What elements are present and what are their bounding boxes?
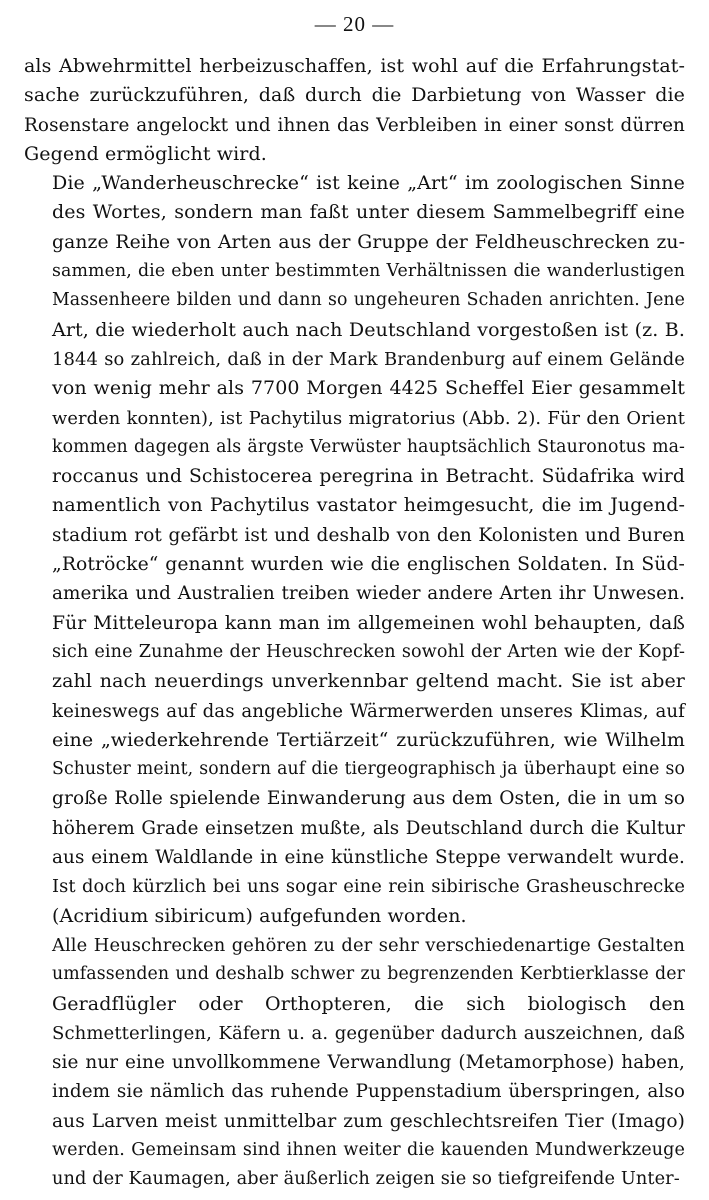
text-line: sie nur eine unvollkommene Verwandlung (Metamorphose) haben, <box>52 1052 685 1074</box>
text-line: roccanus und Schistocerea peregrina in Betracht. Südafrika wird <box>52 466 685 488</box>
text-line: „Rotröcke“ genannt wurden wie die englischen Soldaten. In Süd- <box>52 554 685 576</box>
text-line: und der Kaumagen, aber äußerlich zeigen sie so tiefgreifende Unter- <box>52 1169 680 1190</box>
text-line: 1844 so zahlreich, daß in der Mark Brandenburg auf einem Gelände <box>52 348 685 370</box>
text-line: von wenig mehr als 7700 Morgen 4425 Scheffel Eier gesammelt <box>52 377 685 400</box>
text-line: Schmetterlingen, Käfern u. a. gegenüber dadurch auszeichnen, daß <box>52 1022 685 1044</box>
text-line: aus einem Waldlande in eine künstliche Steppe verwandelt wurde. <box>52 847 685 869</box>
text-line: ganze Reihe von Arten aus der Gruppe der Feldheuschrecken zu- <box>52 231 685 253</box>
text-line: Geradflügler oder Orthopteren, die sich biologisch den <box>52 992 685 1015</box>
text-line: sammen, die eben unter bestimmten Verhältnissen die wanderlustigen <box>52 261 685 282</box>
text-line: Art, die wiederholt auch nach Deutschland vorgestoßen ist (z. B. <box>52 318 685 341</box>
paragraph <box>24 52 685 169</box>
text-line: werden konnten), ist Pachytilus migratorius (Abb. 2). Für den Orient <box>52 407 685 429</box>
text-line: Schuster meint, sondern auf die tiergeographisch ja überhaupt eine so <box>52 759 685 780</box>
text-line: sich eine Zunahme der Heuschrecken sowohl der Arten wie der Kopf- <box>52 641 685 662</box>
text-line: keineswegs auf das angebliche Wärmerwerden unseres Klimas, auf <box>52 700 685 722</box>
text-line: Gegend ermöglicht wird. <box>24 142 267 165</box>
body-text <box>24 52 685 1195</box>
paragraph <box>24 169 685 931</box>
text-line: des Wortes, sondern man faßt unter diesem Sammelbegriff eine <box>52 201 685 224</box>
text-line: amerika und Australien treiben wieder andere Arten ihr Unwesen. <box>52 583 685 605</box>
text-line: Alle Heuschrecken gehören zu der sehr verschiedenartige Gestalten <box>52 934 685 956</box>
page-number: — 20 — <box>314 12 395 36</box>
text-line: Massenheere bilden und dann so ungeheuren Schaden anrichten. Jene <box>52 290 685 311</box>
text-line: sache zurückzuführen, daß durch die Darbietung von Wasser die <box>24 84 685 107</box>
text-line: aus Larven meist unmittelbar zum geschlechtsreifen Tier (Imago) <box>52 1110 685 1132</box>
text-line: Die „Wanderheuschrecke“ ist keine „Art“ im zoologischen Sinne <box>52 172 685 195</box>
text-line: als Abwehrmittel herbeizuschaffen, ist wohl auf die Erfahrungstat- <box>24 55 685 77</box>
text-line: Rosenstare angelockt und ihnen das Verbleiben in einer sonst dürren <box>24 114 685 136</box>
text-line: namentlich von Pachytilus vastator heimgesucht, die im Jugend- <box>52 494 685 517</box>
text-line: werden. Gemeinsam sind ihnen weiter die kauenden Mundwerkzeuge <box>52 1139 685 1160</box>
text-line: umfassenden und deshalb schwer zu begrenzenden Kerbtierklasse der <box>52 964 685 985</box>
text-line: eine „wiederkehrende Tertiärzeit“ zurückzuführen, wie Wilhelm <box>52 728 685 751</box>
paragraph <box>24 931 685 1195</box>
text-line: zahl nach neuerdings unverkennbar geltend macht. Sie ist aber <box>52 670 685 693</box>
text-line: große Rolle spielende Einwanderung aus dem Osten, die in um so <box>52 788 685 810</box>
text-line: höherem Grade einsetzen mußte, als Deutschland durch die Kultur <box>52 817 685 839</box>
text-line: kommen dagegen als ärgste Verwüster hauptsächlich Stauronotus ma- <box>52 436 685 457</box>
text-line: Für Mitteleuropa kann man im allgemeinen wohl behaupten, daß <box>52 612 685 634</box>
text-line: stadium rot gefärbt ist und deshalb von den Kolonisten und Buren <box>52 524 685 546</box>
text-line: indem sie nämlich das ruhende Puppenstadium überspringen, also <box>52 1081 685 1103</box>
text-line: Ist doch kürzlich bei uns sogar eine rein sibirische Grasheuschrecke <box>52 876 685 898</box>
text-line: (Acridium sibiricum) aufgefunden worden. <box>52 904 467 927</box>
